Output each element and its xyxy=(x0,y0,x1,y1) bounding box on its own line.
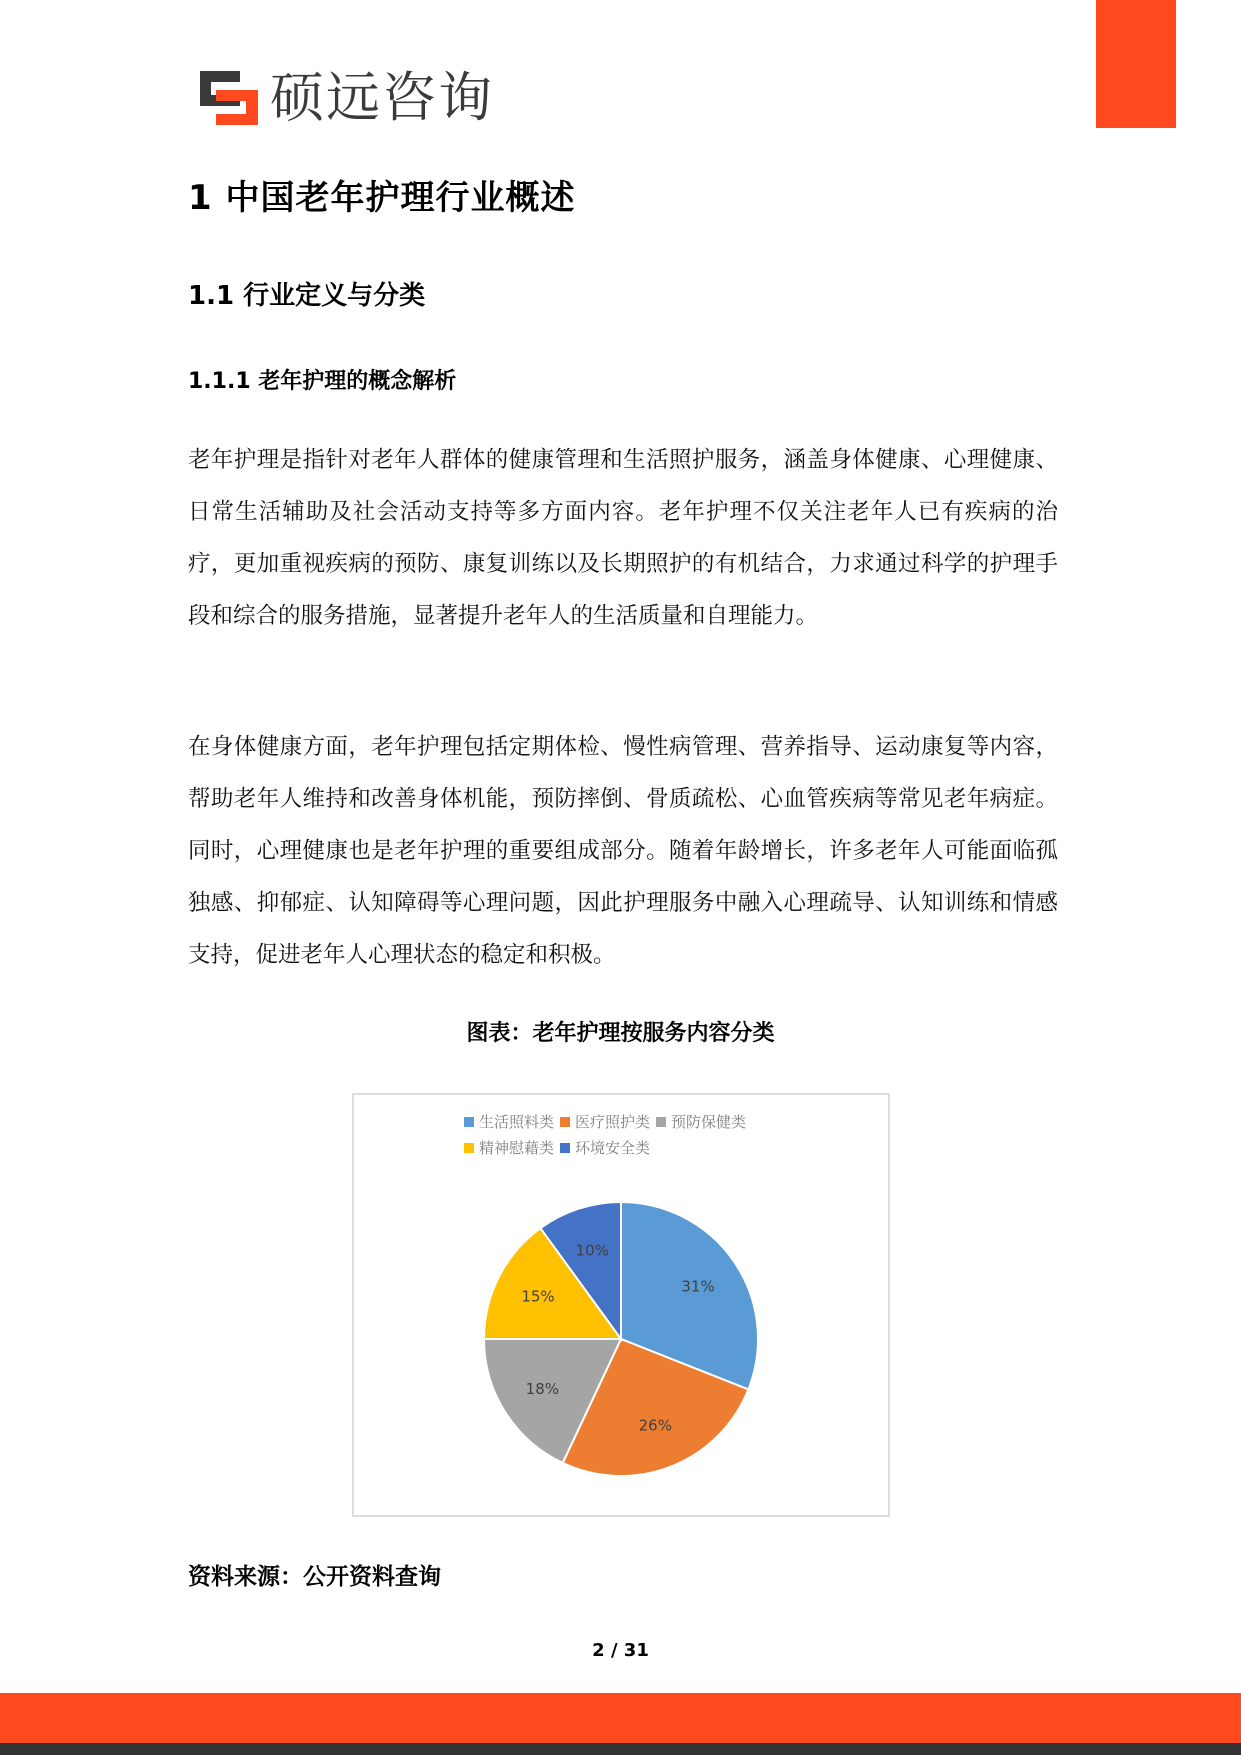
corner-accent-block xyxy=(1096,0,1176,128)
legend-label: 医疗照护类 xyxy=(575,1113,651,1131)
legend-label: 预防保健类 xyxy=(671,1113,747,1131)
page-number: 2 / 31 xyxy=(592,1640,649,1661)
pie-data-label: 18% xyxy=(525,1379,560,1398)
legend-label: 精神慰藉类 xyxy=(479,1139,555,1157)
figure-caption: 图表：老年护理按服务内容分类 xyxy=(466,1021,775,1046)
pie-chart-plot xyxy=(354,1095,888,1515)
paragraph-definition: 老年护理是指针对老年人群体的健康管理和生活照护服务，涵盖身体健康、心理健康、日常生活辅助及社会活动支持等多方面内容。老年护理不仅关注老年人已有疾病的治疗，更加重视疾病的预防、康复训练以及长期照护的有机结合，力求通过科学的护理手段和综合的服务措施，显著提升老年人的生活质量和自理能力。 xyxy=(188,447,1058,629)
legend-label: 生活照料类 xyxy=(479,1113,555,1131)
section-heading: 1.1 行业定义与分类 xyxy=(188,281,426,311)
pie-data-label: 31% xyxy=(681,1277,715,1296)
chapter-heading: 1 中国老年护理行业概述 xyxy=(188,178,576,218)
brand-logo xyxy=(200,68,494,128)
pie-data-label: 26% xyxy=(638,1416,672,1435)
paragraph-physical-mental-health: 在身体健康方面，老年护理包括定期体检、慢性病管理、营养指导、运动康复等内容，帮助老年人维持和改善身体机能，预防摔倒、骨质疏松、心血管疾病等常见老年病症。同时，心理健康也是老年护理的重要组成部分。随着年龄增长，许多老年人可能面临孤独感、抑郁症、认知障碍等心理问题，因此护理服务中融入心理疏导、认知训练和情感支持，促进老年人心理状态的稳定和积极。 xyxy=(188,734,1058,968)
footer-accent-bar xyxy=(0,1693,1241,1743)
pie-data-label: 15% xyxy=(521,1287,555,1306)
subsection-heading: 1.1.1 老年护理的概念解析 xyxy=(188,369,457,394)
logo-mark-icon xyxy=(200,71,258,125)
footer-dark-bar xyxy=(0,1743,1241,1755)
legend-label: 环境安全类 xyxy=(575,1139,651,1157)
figure-source: 资料来源：公开资料查询 xyxy=(188,1564,441,1590)
brand-name: 硕远咨询 xyxy=(270,66,494,129)
pie-data-label: 10% xyxy=(575,1241,609,1260)
pie-chart xyxy=(352,1093,890,1517)
